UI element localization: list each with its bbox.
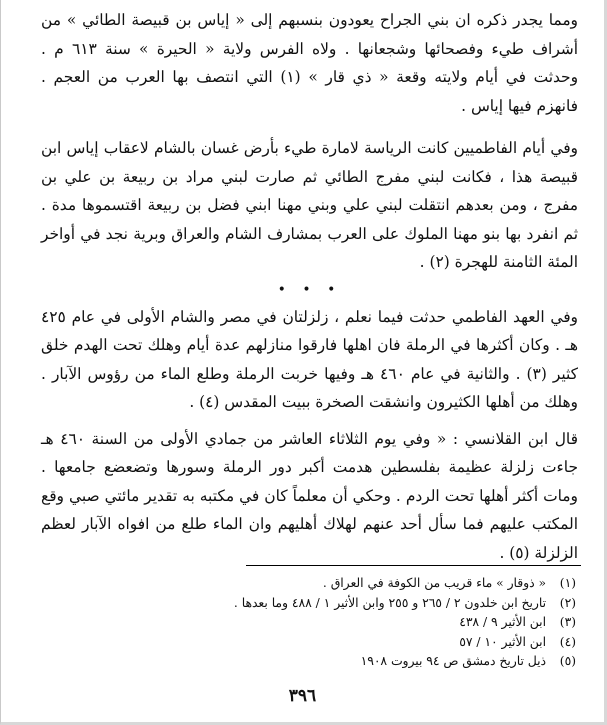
body-text bbox=[41, 6, 578, 567]
footnote bbox=[151, 652, 576, 672]
footnote bbox=[151, 574, 576, 594]
footnote-number: (١) bbox=[559, 576, 576, 590]
footnote-number: (٤) bbox=[559, 634, 576, 649]
footnote-divider bbox=[246, 565, 581, 566]
paragraph-2: وفي أيام الفاطميين كانت الرياسة لامارة طيء بأرض غسان بالشام لاعقاب إياس ابن قبيصة هذا ، فكانت لبني مفرج الطائي ثم صارت لبني مراد بن ربيعة بن علي بن مفرج ، ومن بعدهم انتقلت لبني علي وبني مهنا ابني فضل بن ربيعة اقتسموها مدة . ثم انفرد بها بنو مهنا الملوك على العرب بمشارف الشام والعراق وبرية نجد في أواخر المئة الثامنة للهجرة (٢) . bbox=[41, 139, 578, 271]
paragraph-3: وفي العهد الفاطمي حدثت فيما نعلم ، زلزلتان في مصر والشام الأولى في عام ٤٢٥ هـ . وكان أكثرها في الرملة فان اهلها فارقوا منازلهم عدة أيام وهلك تحت الهدم خلق كثير (٣) . والثانية في عام ٤٦٠ هـ وفيها خربت الرملة وطلع الماء من رؤوس الآبار . وهلك من أهلها الكثيرون وانشقت الصخرة ببيت المقدس (٤) . bbox=[41, 307, 578, 411]
paragraph-1: ومما يجدر ذكره ان بني الجراح يعودون بنسبهم إلى « إياس بن قبيصة الطائي » من أشراف طيء وفصحائها وشجعانها . ولاه الفرس ولاية « الحيرة » سنة ٦١٣ م . وحدثت في أيام ولايته وقعة « ذي قار » (١) التي انتصف بها العرب من العجم . فانهزم فيها إياس . bbox=[41, 11, 578, 115]
footnote bbox=[151, 613, 576, 633]
footnote-number: (٥) bbox=[559, 654, 576, 668]
footnote-text: ذيل تاريخ دمشق ص ٩٤ بيروت ١٩٠٨ bbox=[360, 654, 546, 668]
footnote-text: تاريخ ابن خلدون ٢ / ٢٦٥ و ٢٥٥ وابن الأثير ١ / ٤٨٨ وما بعدها . bbox=[233, 595, 546, 610]
footnotes bbox=[151, 574, 576, 672]
section-separator: • • • bbox=[277, 281, 342, 298]
footnote-number: (٢) bbox=[559, 595, 576, 610]
footnote-text: « ذوقار » ماء قريب من الكوفة في العراق . bbox=[322, 576, 546, 590]
footnote bbox=[151, 633, 576, 653]
paragraph-4: قال ابن القلانسي : « وفي يوم الثلاثاء العاشر من جمادي الأولى من السنة ٤٦٠ هـ جاءت زلزلة عظيمة بفلسطين هدمت أكبر دور الرملة وسورها وتضعضع جامعها . ومات أكثر أهلها تحت الردم . وحكي أن معلماً كان في مكتبه به تقدير مائتي صبي وقع المكتب عليهم فما سأل أحد عنهم لهلاك أهليهم وان الماء طلع من افواه الآبار لعظم الزلزلة (٥) . bbox=[41, 429, 578, 562]
page-number: ٣٩٦ bbox=[288, 686, 317, 706]
footnote bbox=[151, 594, 576, 614]
footnote-text: ابن الأثير ١٠ / ٥٧ bbox=[459, 634, 546, 649]
footnote-number: (٣) bbox=[559, 615, 576, 629]
footnote-text: ابن الأثير ٩ / ٤٣٨ bbox=[459, 615, 546, 629]
